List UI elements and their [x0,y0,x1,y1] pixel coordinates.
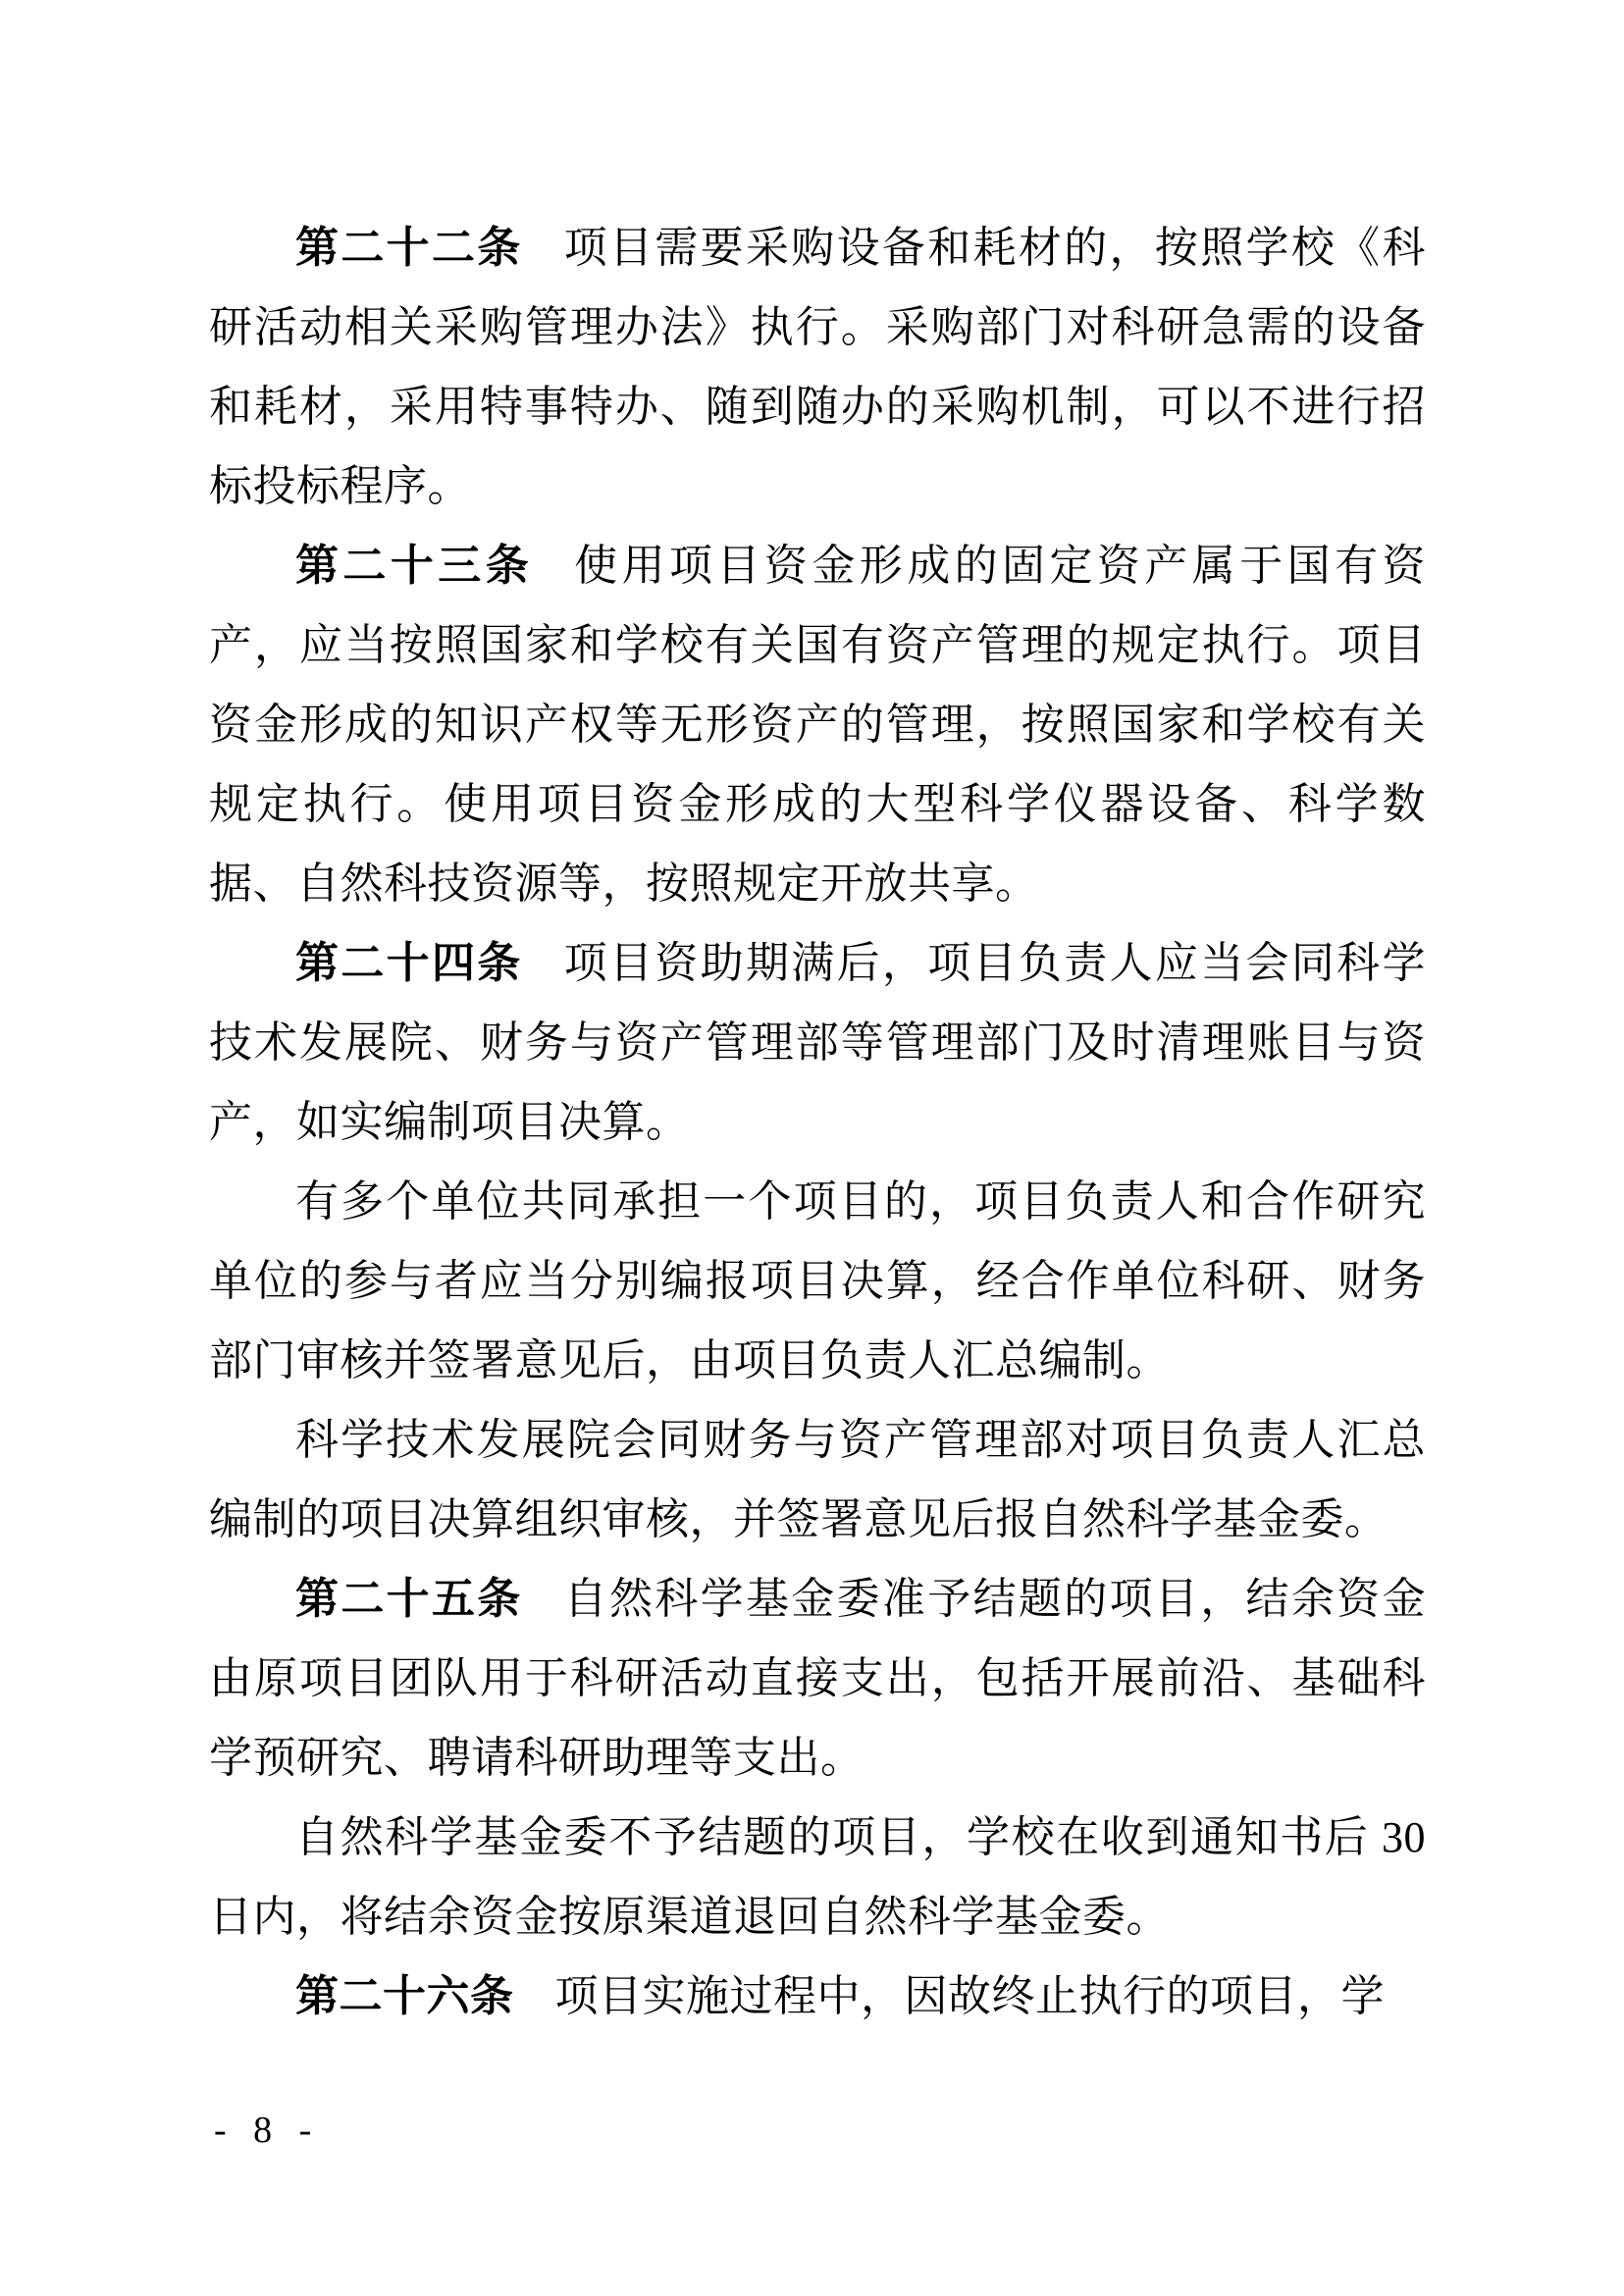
article-number: 第二十六条 [295,1972,514,2020]
paragraph-text: 使用项目资金形成的固定资产属于国有资产，应当按照国家和学校有关国有资产管理的规定执行。项目资金形成的知识产权等无形资产的管理，按照国家和学校有关规定执行。使用项目资金形成的大型科学仪器设备、科学数据、自然科技资源等，按照规定开放共享。 [209,542,1427,908]
paragraph [209,1798,1426,1957]
article-number: 第二十二条 [295,224,523,272]
paragraph [209,1559,1426,1798]
paragraph-text: 项目实施过程中，因故终止执行的项目，学 [554,1972,1385,2020]
body-text [209,208,1426,2036]
paragraph [209,1957,1426,2036]
paragraph-text: 项目需要采购设备和耗材的，按照学校《科研活动相关采购管理办法》执行。采购部门对科研急需的设备和耗材，采用特事特办、随到随办的采购机制，可以不进行招标投标程序。 [209,224,1427,510]
article-number: 第二十三条 [295,542,534,590]
paragraph [209,923,1426,1162]
paragraph-text: 有多个单位共同承担一个项目的，项目负责人和合作研究单位的参与者应当分别编报项目决算，经合作单位科研、财务部门审核并签署意见后，由项目负责人汇总编制。 [209,1177,1426,1384]
paragraph-text: 自然科学基金委不予结题的项目，学校在收到通知书后 30 日内，将结余资金按原渠道退回自然科学基金委。 [209,1813,1426,1941]
paragraph-text: 项目资助期满后，项目负责人应当会同科学技术发展院、财务与资产管理部等管理部门及时清理账目与资产，如实编制项目决算。 [209,939,1427,1146]
paragraph [209,1400,1426,1559]
paragraph-text: 科学技术发展院会同财务与资产管理部对项目负责人汇总编制的项目决算组织审核，并签署意见后报自然科学基金委。 [209,1416,1426,1543]
paragraph [209,1162,1426,1400]
article-number: 第二十五条 [295,1575,523,1623]
page-number: - 8 - [214,2110,314,2151]
paragraph [209,208,1426,526]
paragraph [209,526,1426,923]
article-number: 第二十四条 [295,939,523,987]
paragraph-text: 自然科学基金委准予结题的项目，结余资金由原项目团队用于科研活动直接支出，包括开展前沿、基础科学预研究、聘请科研助理等支出。 [209,1575,1427,1782]
